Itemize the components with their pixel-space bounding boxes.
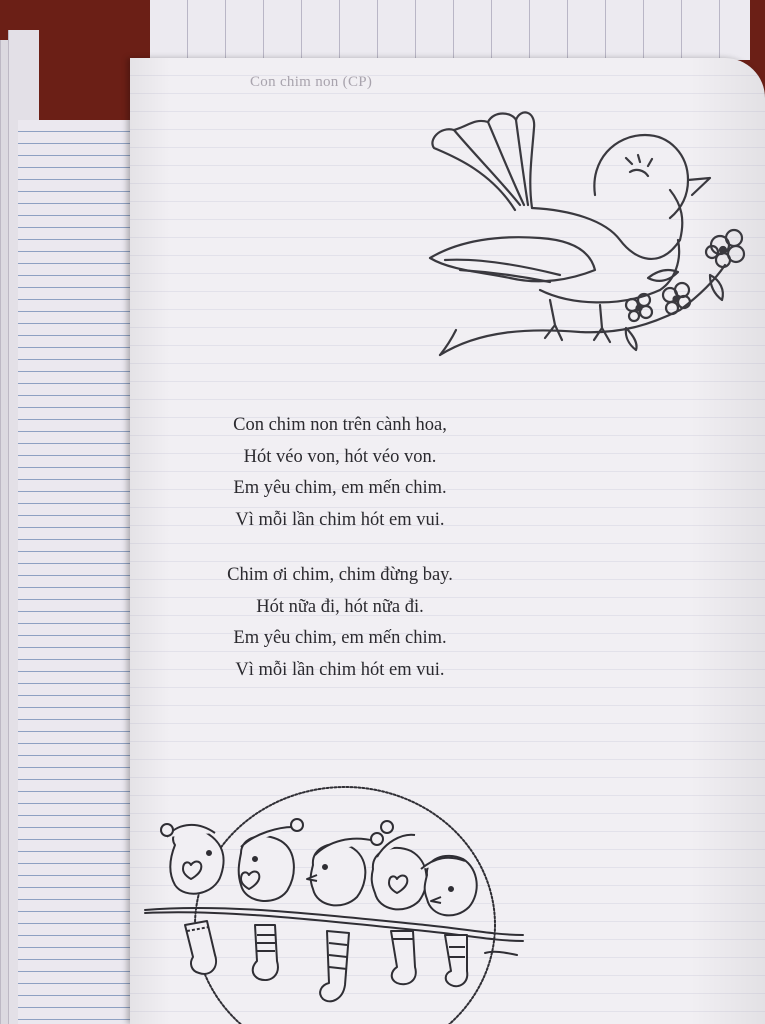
flower-icon: [706, 230, 744, 267]
poem-line: Vì mỗi lần chim hót em vui.: [235, 509, 445, 530]
bird-on-branch-illustration: [420, 100, 750, 370]
bird-head: [594, 135, 688, 218]
page-title: Con chim non (CP): [250, 74, 373, 90]
stocking-icon: [253, 925, 278, 980]
poem-line: Con chim non trên cành hoa,: [233, 415, 447, 435]
bird-icon: [239, 819, 303, 901]
poem: [160, 410, 520, 686]
flower-icon: [626, 294, 652, 321]
bird-body: [532, 190, 682, 259]
bird-icon: [307, 833, 383, 905]
poem-line: Em yêu chim, em mến chim.: [233, 478, 447, 498]
birds-stockings-illustration: [145, 785, 535, 1024]
poem-stanza: [160, 560, 520, 686]
stocking-icon: [185, 921, 216, 974]
flower-icon: [663, 283, 690, 314]
poem-line: Em yêu chim, em mến chim.: [233, 628, 447, 648]
ruled-page-top-strip: [150, 0, 750, 60]
bird-icon: [421, 856, 477, 916]
poem-stanza: [160, 410, 520, 536]
poem-line: Chim ơi chim, chim đừng bay.: [227, 565, 453, 585]
poem-line: Hót véo von, hót véo von.: [243, 446, 437, 467]
ruled-page-strip: [18, 120, 144, 1024]
stocking-icon: [391, 931, 416, 984]
stocking-icon: [445, 935, 467, 986]
bird-icon: [161, 824, 224, 894]
poem-line: Hót nữa đi, hót nữa đi.: [256, 596, 424, 617]
poem-line: Vì mỗi lần chim hót em vui.: [235, 659, 445, 680]
stocking-icon: [320, 931, 349, 1001]
branch: [440, 265, 725, 355]
